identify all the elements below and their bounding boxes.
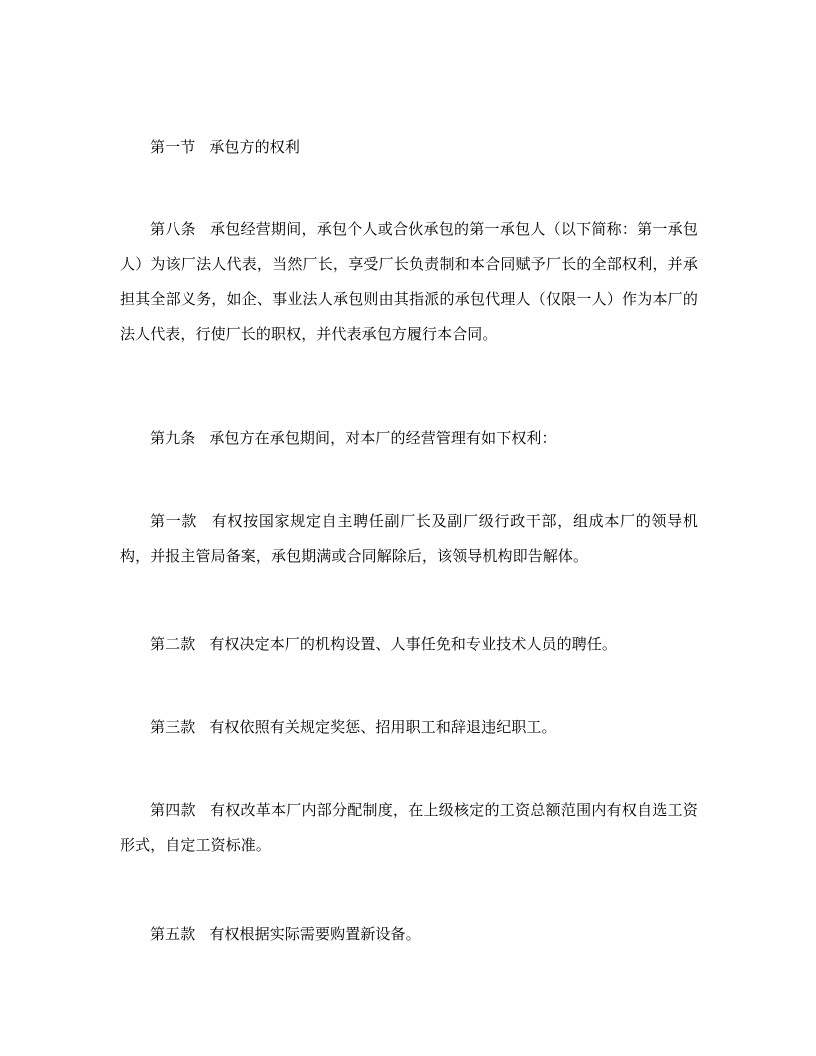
article-9-text: 承包方在承包期间，对本厂的经营管理有如下权利： [209, 429, 557, 447]
article-8 [120, 212, 698, 352]
section-title: 承包方的权利 [209, 138, 300, 156]
clause-4 [120, 793, 698, 863]
clause-1-number: 第一款 [150, 512, 198, 530]
article-9 [120, 421, 698, 456]
clause-5 [120, 917, 698, 952]
clause-2-text: 有权决定本厂的机构设置、人事任免和专业技术人员的聘任。 [209, 635, 618, 653]
section-heading [120, 130, 698, 165]
clause-3-number: 第三款 [150, 718, 196, 736]
article-8-number: 第八条 [150, 220, 196, 238]
clause-2-number: 第二款 [150, 635, 196, 653]
clause-2 [120, 627, 698, 662]
clause-5-number: 第五款 [150, 925, 196, 943]
article-8-text: 承包经营期间，承包个人或合伙承包的第一承包人（以下简称：第一承包人）为该厂法人代表，当然厂长，享受厂长负责制和本合同赋予厂长的全部权利，并承担其全部义务，如企、事业法人承包则由其指派的承包代理人（仅限一人）作为本厂的法人代表，行使厂长的职权，并代表承包方履行本合同。 [120, 220, 698, 343]
clause-1 [120, 504, 698, 574]
clause-4-number: 第四款 [150, 801, 196, 819]
clause-3 [120, 710, 698, 745]
clause-1-text: 有权按国家规定自主聘任副厂长及副厂级行政干部，组成本厂的领导机构，并报主管局备案，承包期满或合同解除后，该领导机构即告解体。 [120, 512, 698, 565]
article-9-number: 第九条 [150, 429, 196, 447]
clause-4-text: 有权改革本厂内部分配制度，在上级核定的工资总额范围内有权自选工资形式，自定工资标准。 [120, 801, 698, 854]
section-number: 第一节 [150, 138, 196, 156]
clause-5-text: 有权根据实际需要购置新设备。 [209, 925, 421, 943]
clause-3-text: 有权依照有关规定奖惩、招用职工和辞退违纪职工。 [209, 718, 557, 736]
